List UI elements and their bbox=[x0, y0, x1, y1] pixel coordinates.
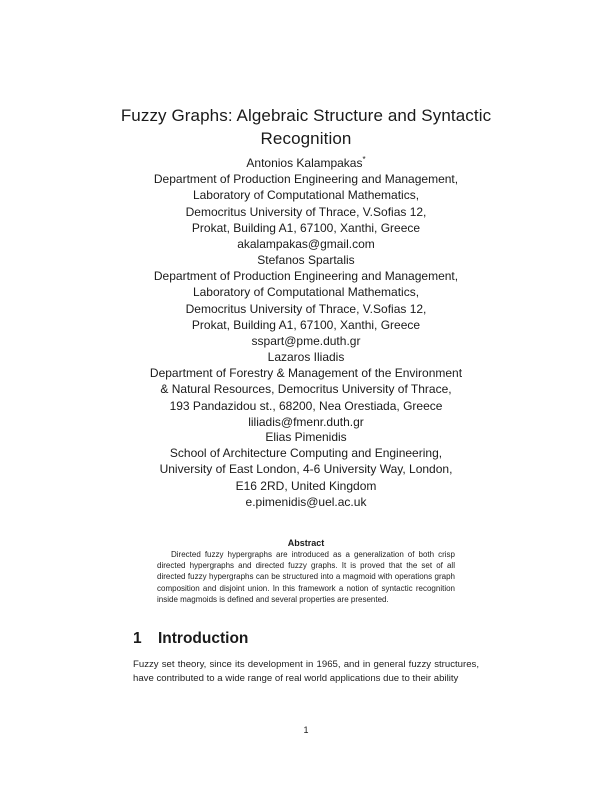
author-block bbox=[100, 252, 512, 349]
author-email: e.pimenidis@uel.ac.uk bbox=[245, 494, 367, 509]
author-name: Lazaros Iliadis bbox=[267, 350, 345, 364]
page-number: 1 bbox=[303, 725, 309, 735]
affiliation-line: Prokat, Building A1, 67100, Xanthi, Greece bbox=[191, 220, 421, 235]
author-name: Elias Pimenidis bbox=[265, 430, 347, 444]
body-paragraph: Fuzzy set theory, since its development in 1965, and in general fuzzy structures, have contributed to a wide range of real world applications due to their ability bbox=[133, 659, 479, 684]
affiliation-line: 193 Pandazidou st., 68200, Nea Orestiada, Greece bbox=[169, 398, 443, 413]
abstract-text: Directed fuzzy hypergraphs are introduced as a generalization of both crisp directed hypergraphs and directed fuzzy graphs. It is proved that the set of all directed fuzzy hypergraphs can be structured into a magmoid with operations graph composition and disjoint union. In this framework a notion of syntactic recognition inside magmoids is defined and several properties are presented. bbox=[157, 550, 455, 604]
affiliation-line: Democritus University of Thrace, V.Sofias 12, bbox=[185, 301, 427, 316]
author-block bbox=[100, 349, 512, 430]
affiliation-line: Department of Production Engineering and Management, bbox=[153, 269, 459, 284]
affiliation-line: & Natural Resources, Democritus University of Thrace, bbox=[160, 382, 452, 397]
affiliation-line: Democritus University of Thrace, V.Sofias 12, bbox=[185, 204, 427, 219]
section-title: Introduction bbox=[158, 630, 249, 647]
affiliation-line: Department of Forestry & Management of the Environment bbox=[149, 366, 463, 381]
author-block bbox=[100, 155, 512, 252]
author-name: Antonios Kalampakas* bbox=[246, 155, 366, 170]
author-email: akalampakas@gmail.com bbox=[237, 237, 375, 252]
affiliation-line: School of Architecture Computing and Engineering, bbox=[169, 446, 443, 461]
affiliation-line: E16 2RD, United Kingdom bbox=[235, 478, 377, 493]
paper-title: Fuzzy Graphs: Algebraic Structure and Syntactic Recognition bbox=[120, 106, 492, 148]
affiliation-line: University of East London, 4-6 University Way, London, bbox=[159, 462, 453, 477]
author-email: liliadis@fmenr.duth.gr bbox=[248, 414, 364, 429]
section-heading bbox=[133, 629, 248, 649]
footnote-marker: * bbox=[362, 155, 366, 164]
affiliation-line: Department of Production Engineering and Management, bbox=[153, 172, 459, 187]
author-email: sspart@pme.duth.gr bbox=[251, 334, 361, 349]
author-block bbox=[100, 429, 512, 510]
affiliation-line: Prokat, Building A1, 67100, Xanthi, Greece bbox=[191, 317, 421, 332]
abstract-heading: Abstract bbox=[287, 538, 325, 548]
author-name: Stefanos Spartalis bbox=[257, 253, 355, 267]
affiliation-line: Laboratory of Computational Mathematics, bbox=[192, 188, 420, 203]
section-number: 1 bbox=[133, 630, 142, 647]
affiliation-line: Laboratory of Computational Mathematics, bbox=[192, 285, 420, 300]
